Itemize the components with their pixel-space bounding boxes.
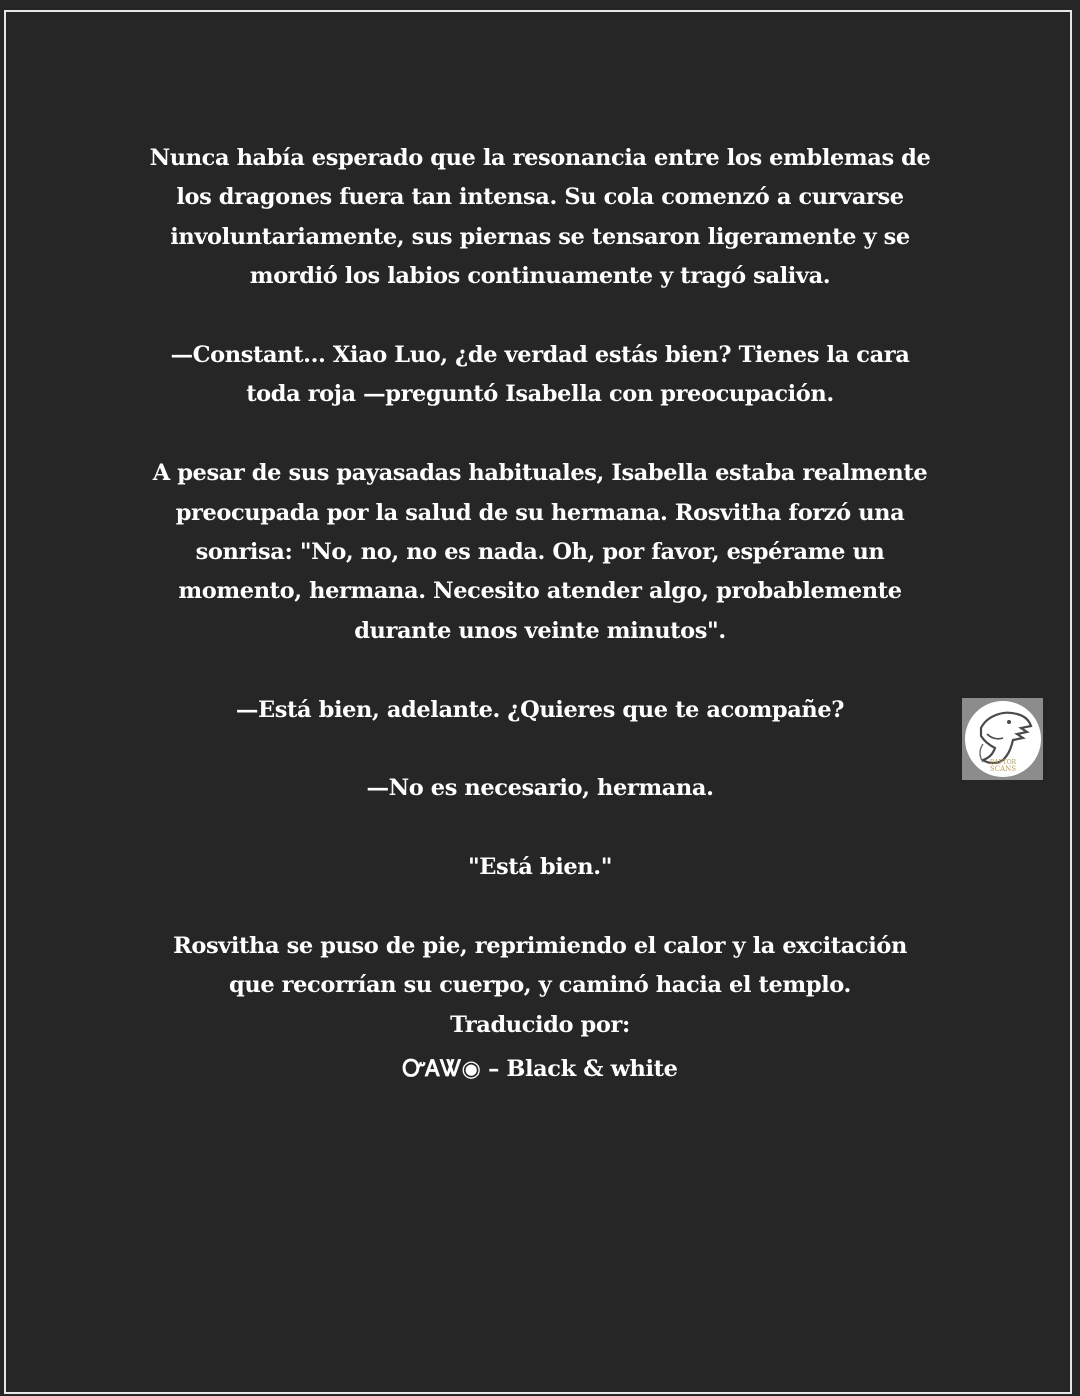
svg-text:SCANS: SCANS [989,765,1017,773]
paragraph-3: A pesar de sus payasadas habituales, Isabella estaba realmente preocupada por la salud de su hermana. Rosvitha forzó una sonrisa: "No, no, no es nada. Oh, por favor, espérame un momento, hermana. Necesito atender algo, probablemente durante unos veinte minutos". [152,460,928,644]
svg-text:RAPTOR: RAPTOR [989,759,1017,766]
credit-label: Traducido por: [450,1011,630,1038]
paragraph-2: —Constant... Xiao Luo, ¿de verdad estás bien? Tienes la cara toda roja —preguntó Isabella con preocupación. [170,342,910,408]
document-body [148,139,932,1093]
paragraph-1: Nunca había esperado que la resonancia entre los emblemas de los dragones fuera tan intensa. Su cola comenzó a curvarse involuntariamente, sus piernas se tensaron ligeramente y se mordió los labios continuamente y tragó saliva. [149,145,931,290]
credit-name: ᏅᎪᏔ◉ – Black & white [402,1056,678,1083]
dinosaur-logo-icon [963,698,1043,780]
paragraph-5: —No es necesario, hermana. [366,775,714,802]
paragraph-7: Rosvitha se puso de pie, reprimiendo el calor y la excitación que recorrían su cuerpo, y caminó hacia el templo. [173,933,907,999]
paragraph-4: —Está bien, adelante. ¿Quieres que te acompañe? [235,696,845,723]
scanlation-logo [962,698,1043,780]
paragraph-6: "Está bien." [467,854,613,881]
